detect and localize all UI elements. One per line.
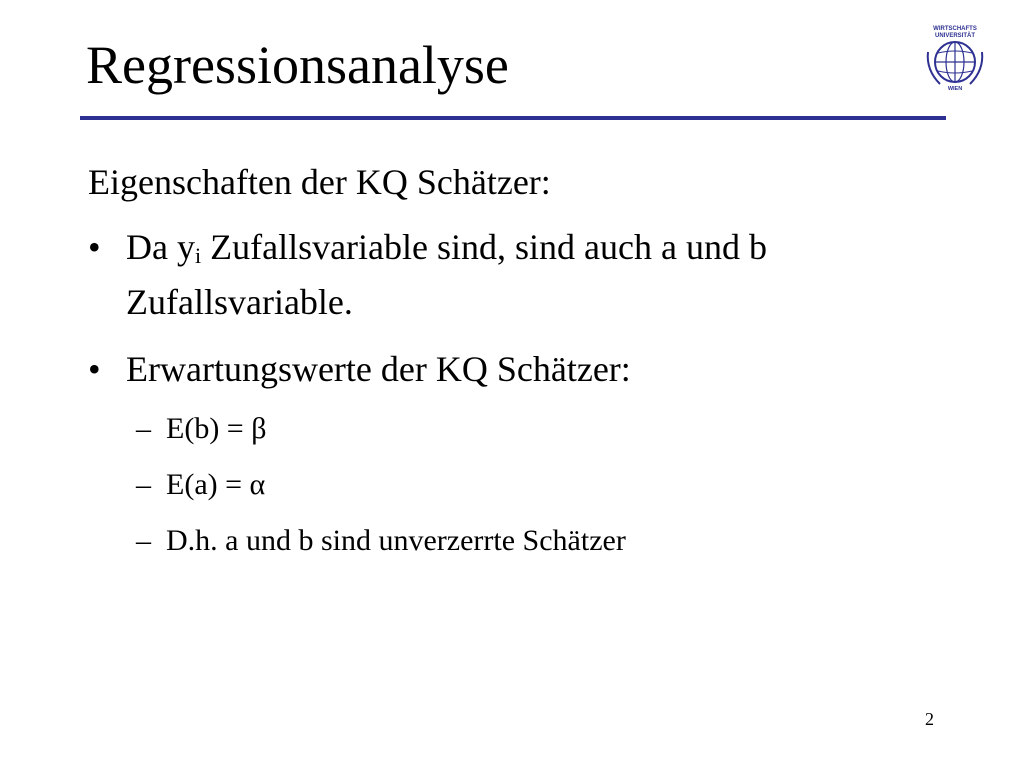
sub-item-text: E(b) = β (166, 412, 267, 445)
bullet-text-part: Da y (126, 227, 195, 267)
sub-marker: – (136, 412, 151, 445)
sub-marker: – (136, 524, 151, 557)
sub-item-text: D.h. a und b sind unverzerrte Schätzer (166, 524, 626, 557)
section-heading: Eigenschaften der KQ Schätzer: (88, 162, 551, 202)
sub-marker: – (136, 468, 151, 501)
svg-text:WIEN: WIEN (947, 86, 963, 92)
sub-item (136, 410, 267, 448)
sub-item-text: E(a) = α (166, 468, 266, 501)
bullet-text (126, 224, 767, 325)
svg-text:WIRTSCHAFTS: WIRTSCHAFTS (933, 26, 977, 32)
page-number: 2 (925, 709, 934, 729)
sub-item (136, 466, 265, 504)
slide-title: Regressionsanalyse (86, 35, 509, 95)
svg-text:UNIVERSITÄT: UNIVERSITÄT (934, 33, 976, 39)
university-logo (920, 22, 990, 92)
bullet-marker: • (88, 349, 101, 389)
bullet-item (88, 224, 968, 322)
title-divider (80, 116, 946, 120)
bullet-text-line2: Zufallsvariable. (126, 282, 353, 322)
subscript-index: i (194, 243, 202, 268)
bullet-text: Erwartungswerte der KQ Schätzer: (126, 349, 631, 389)
bullet-item (88, 346, 968, 392)
sub-item (136, 522, 626, 560)
bullet-marker: • (88, 227, 101, 267)
bullet-text-part: Zufallsvariable sind, sind auch a und b (201, 227, 767, 267)
university-globe-logo-icon (920, 22, 990, 92)
